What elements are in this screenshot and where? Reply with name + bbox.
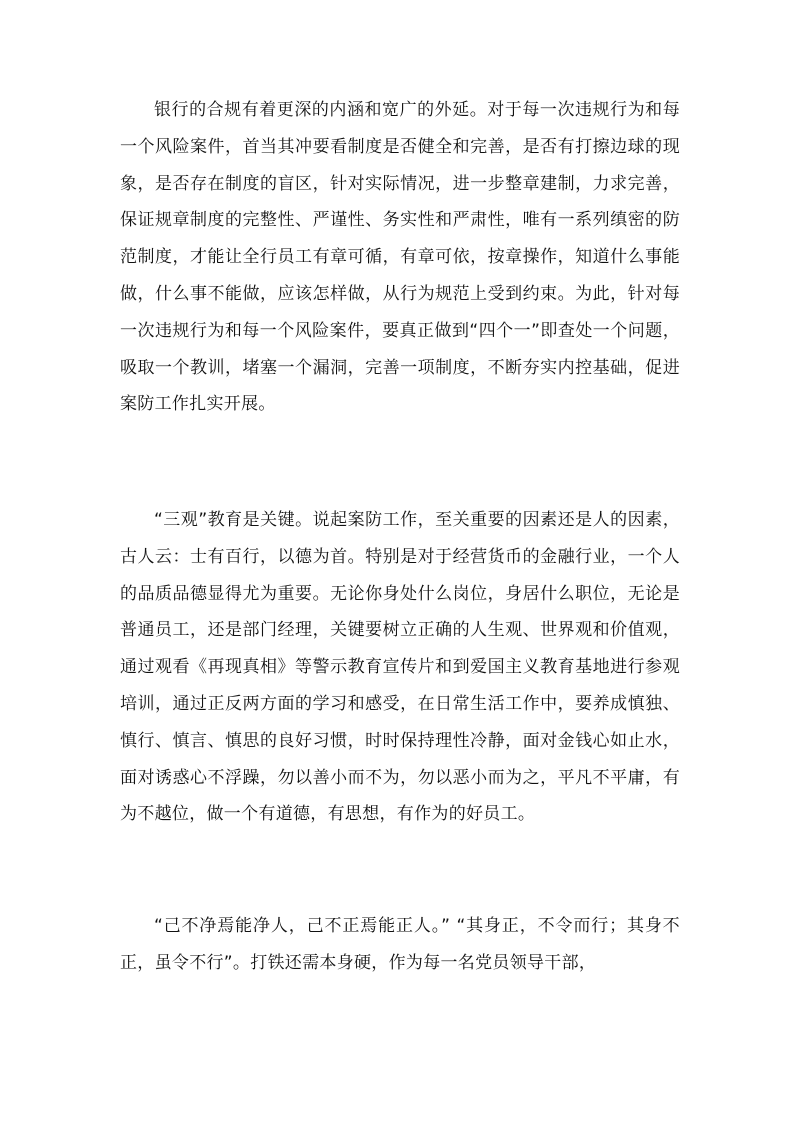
document-body (120, 92, 680, 982)
paragraph-lead-by-example: “己不净焉能净人，己不正焉能正人。” “其身正，不令而行；其身不正，虽令不行”。打铁还需本身硬，作为每一名党员领导干部， (120, 916, 680, 973)
paragraph-compliance: 银行的合规有着更深的内涵和宽广的外延。对于每一次违规行为和每一个风险案件，首当其冲要看制度是否健全和完善，是否有打擦边球的现象，是否存在制度的盲区，针对实际情况，进一步整章建制，力求完善，保证规章制度的完整性、严谨性、务实性和严肃性，唯有一系列缜密的防范制度，才能让全行员工有章可循，有章可依，按章操作，知道什么事能做，什么事不能做，应该怎样做，从行为规范上受到约束。为此，针对每一次违规行为和每一个风险案件，要真正做到“四个一”即查处一个问题，吸取一个教训，堵塞一个漏洞，完善一项制度，不断夯实内控基础，促进案防工作扎实开展。 (120, 100, 680, 415)
paragraph-three-views-education: “三观”教育是关键。说起案防工作，至关重要的因素还是人的因素，古人云：士有百行，以德为首。特别是对于经营货币的金融行业，一个人的品质品德显得尤为重要。无论你身处什么岗位，身居什么职位，无论是普通员工，还是部门经理，关键要树立正确的人生观、世界观和价值观，通过观看《再现真相》等警示教育宣传片和到爱国主义教育基地进行参观培训，通过正反两方面的学习和感受，在日常生活工作中，要养成慎独、慎行、慎言、慎思的良好习惯，时时保持理性冷静，面对金钱心如止水，面对诱惑心不浮躁，勿以善小而不为，勿以恶小而为之，平凡不平庸，有为不越位，做一个有道德，有思想，有作为的好员工。 (120, 510, 680, 825)
